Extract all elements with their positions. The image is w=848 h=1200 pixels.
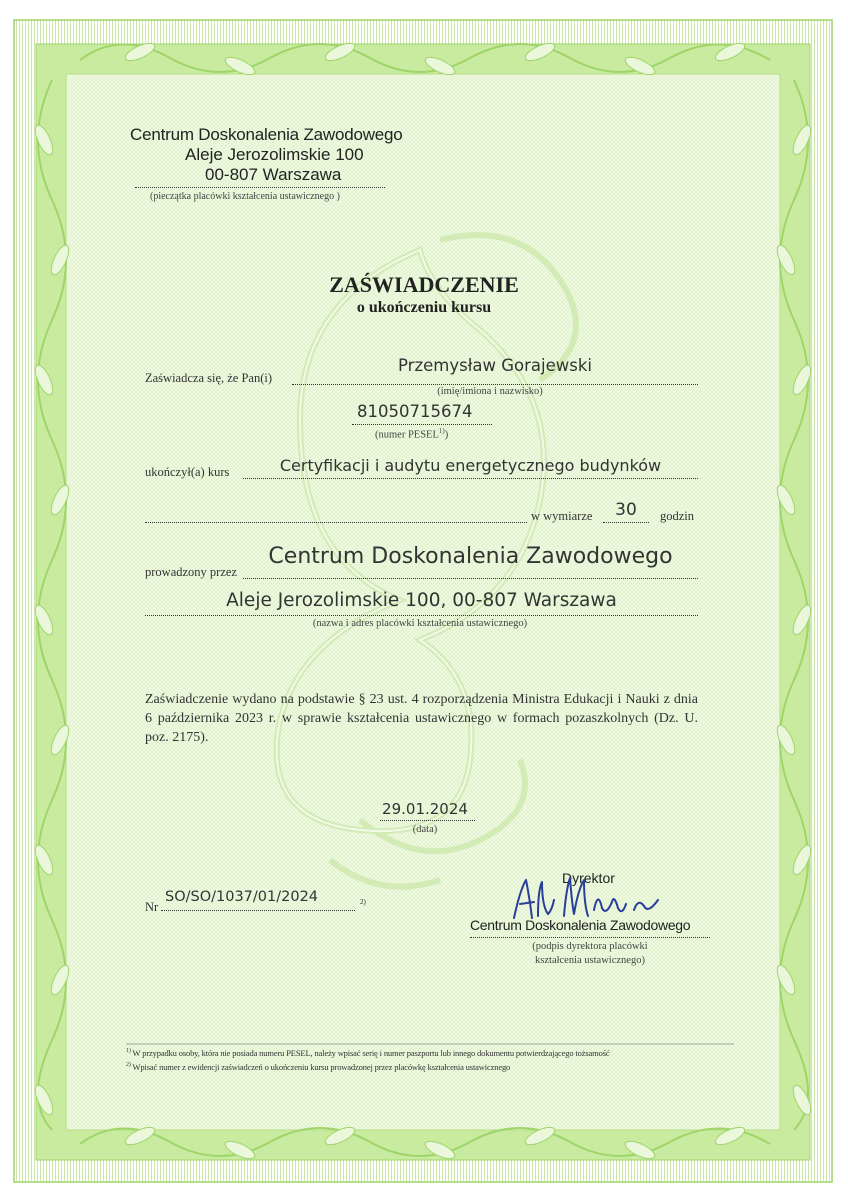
issue-date: 29.01.2024 — [382, 800, 468, 818]
document-subtitle: o ukończeniu kursu — [356, 299, 492, 316]
hours-label: w wymiarze — [531, 509, 593, 523]
course-dotted-line — [243, 478, 698, 479]
footnote-2-text: Wpisać numer z ewidencji zaświadczeń o ukończeniu kursu prowadzonej przez placówkę kształcenia ustawicznego — [132, 1062, 511, 1072]
provider-address: Aleje Jerozolimskie 100, 00-807 Warszawa — [226, 590, 617, 611]
provider-name: Centrum Doskonalenia Zawodowego — [268, 544, 673, 569]
hours-dotted-line — [603, 522, 649, 523]
date-caption: (data) — [412, 824, 438, 835]
hours-unit: godzin — [660, 509, 695, 523]
provider-dotted-line — [243, 578, 698, 579]
footnote-1-mark: 1) — [126, 1048, 131, 1055]
pesel-dotted-line — [352, 424, 492, 425]
stamp-caption: (pieczątka placówki kształcenia ustawicznego ) — [150, 191, 340, 202]
footnote-2-mark: 2) — [126, 1062, 131, 1069]
hours-value: 30 — [615, 500, 637, 520]
footnote-2 — [126, 1062, 746, 1072]
course-label: ukończył(a) kurs — [145, 465, 230, 479]
footnote-1 — [126, 1048, 746, 1058]
course-name: Certyfikacji i audytu energetycznego budynków — [279, 456, 662, 475]
pesel-footnote-mark: 1) — [438, 427, 445, 435]
provider-label: prowadzony przez — [145, 565, 237, 579]
pesel-value: 81050715674 — [357, 402, 473, 421]
signature-dotted-line — [470, 937, 710, 938]
address-dotted-line — [145, 615, 698, 616]
stamp-dotted-line — [135, 187, 385, 188]
legal-basis-text: Zaświadczenie wydano na podstawie § 23 ust. 4 rozporządzenia Ministra Edukacji i Nauki z dnia 6 października 2023 r. w sprawie kształcenia ustawicznego w formach pozaszkolnych (Dz. U. poz. 2175). — [145, 692, 698, 745]
stamp-line-2: Aleje Jerozolimskie 100 — [185, 145, 364, 164]
stamp-line-3: 00-807 Warszawa — [205, 165, 342, 184]
number-label: Nr — [145, 900, 159, 914]
pesel-caption — [375, 427, 448, 441]
footnote-1-text: W przypadku osoby, która nie posiada numeru PESEL, należy wpisać serię i numer paszportu lub innego dokumentu potwierdzającego tożsamość — [132, 1048, 610, 1058]
number-footnote-mark: 2) — [360, 898, 366, 906]
person-label: Zaświadcza się, że Pan(i) — [145, 371, 273, 385]
stamp-line-1: Centrum Doskonalenia Zawodowego — [130, 125, 403, 144]
provider-caption: (nazwa i adres placówki kształcenia ustawicznego) — [312, 618, 528, 629]
date-dotted-line — [380, 820, 475, 821]
signature-caption-1: (podpis dyrektora placówki — [532, 941, 648, 952]
signature-role: Dyrektor — [562, 870, 615, 886]
signature-caption-2: kształcenia ustawicznego) — [535, 955, 645, 966]
certificate-number: SO/SO/1037/01/2024 — [165, 889, 319, 905]
number-dotted-line — [161, 910, 355, 911]
name-caption: (imię/imiona i nazwisko) — [437, 386, 543, 397]
signature-org: Centrum Doskonalenia Zawodowego — [470, 917, 691, 933]
person-name: Przemysław Gorajewski — [398, 356, 592, 375]
pesel-caption-close: ) — [444, 429, 449, 441]
pesel-caption-text: (numer PESEL — [375, 429, 439, 441]
course-dotted-line-2 — [145, 522, 527, 523]
name-dotted-line — [292, 384, 698, 385]
document-title: ZAŚWIADCZENIE — [329, 272, 519, 297]
